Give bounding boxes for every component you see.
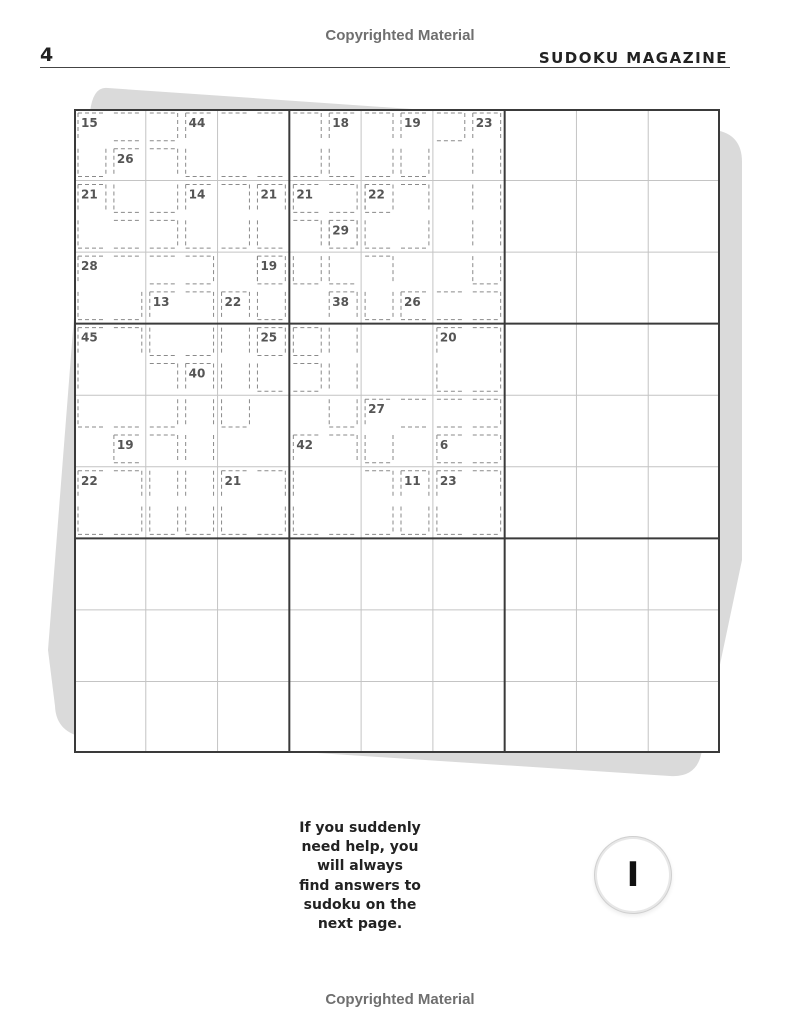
cage-sum: 28 bbox=[81, 259, 98, 274]
cage-sum: 21 bbox=[296, 187, 314, 202]
copyright-notice-bottom: Copyrighted Material bbox=[325, 991, 475, 1008]
cage-sum: 21 bbox=[260, 187, 278, 202]
cage-sum: 19 bbox=[116, 438, 134, 452]
cage-sum: 23 bbox=[475, 116, 493, 130]
cage-sum: 29 bbox=[332, 223, 349, 238]
help-line: need help, you bbox=[301, 839, 419, 856]
cage-sum: 25 bbox=[260, 330, 278, 345]
copyright-notice-top: Copyrighted Material bbox=[325, 27, 475, 44]
cage-sum: 26 bbox=[116, 151, 134, 166]
cage-sum: 14 bbox=[188, 187, 206, 202]
cage-sum: 15 bbox=[81, 116, 98, 130]
cage-sum: 42 bbox=[296, 438, 314, 452]
cage-sum: 38 bbox=[332, 294, 349, 309]
page-number: 4 bbox=[40, 44, 54, 66]
help-line: sudoku on the bbox=[303, 896, 417, 913]
cage-sum: 40 bbox=[188, 366, 206, 381]
cage-sum: 13 bbox=[152, 294, 170, 309]
cage-sum: 11 bbox=[404, 473, 421, 488]
help-line: will always bbox=[317, 858, 403, 875]
cage-sum: 19 bbox=[404, 116, 421, 130]
board-background bbox=[74, 109, 720, 753]
cage-sum: 22 bbox=[81, 473, 98, 488]
help-line: next page. bbox=[317, 916, 403, 933]
cage-sum: 23 bbox=[439, 473, 457, 488]
sudoku-board bbox=[74, 109, 720, 753]
puzzle-id-badge bbox=[597, 839, 669, 911]
cage-sum: 6 bbox=[439, 438, 449, 452]
cage-sum: 45 bbox=[81, 330, 98, 345]
cage-sum: 22 bbox=[368, 187, 385, 202]
magazine-title: SUDOKU MAGAZINE bbox=[538, 49, 728, 67]
cage-sum: 19 bbox=[260, 259, 278, 274]
help-line: If you suddenly bbox=[299, 820, 421, 836]
cage-sum: 20 bbox=[439, 330, 457, 345]
puzzle-id-label: I bbox=[626, 855, 640, 895]
cage-sum: 27 bbox=[368, 402, 385, 417]
cage-sum: 18 bbox=[332, 116, 349, 130]
cage-sum: 26 bbox=[404, 294, 421, 309]
cage-sum: 21 bbox=[224, 473, 242, 488]
cage-sum: 44 bbox=[188, 116, 206, 130]
cage-sum: 21 bbox=[81, 187, 98, 202]
cage-sum: 22 bbox=[224, 294, 242, 309]
help-line: find answers to bbox=[299, 877, 421, 894]
help-text bbox=[285, 819, 435, 934]
